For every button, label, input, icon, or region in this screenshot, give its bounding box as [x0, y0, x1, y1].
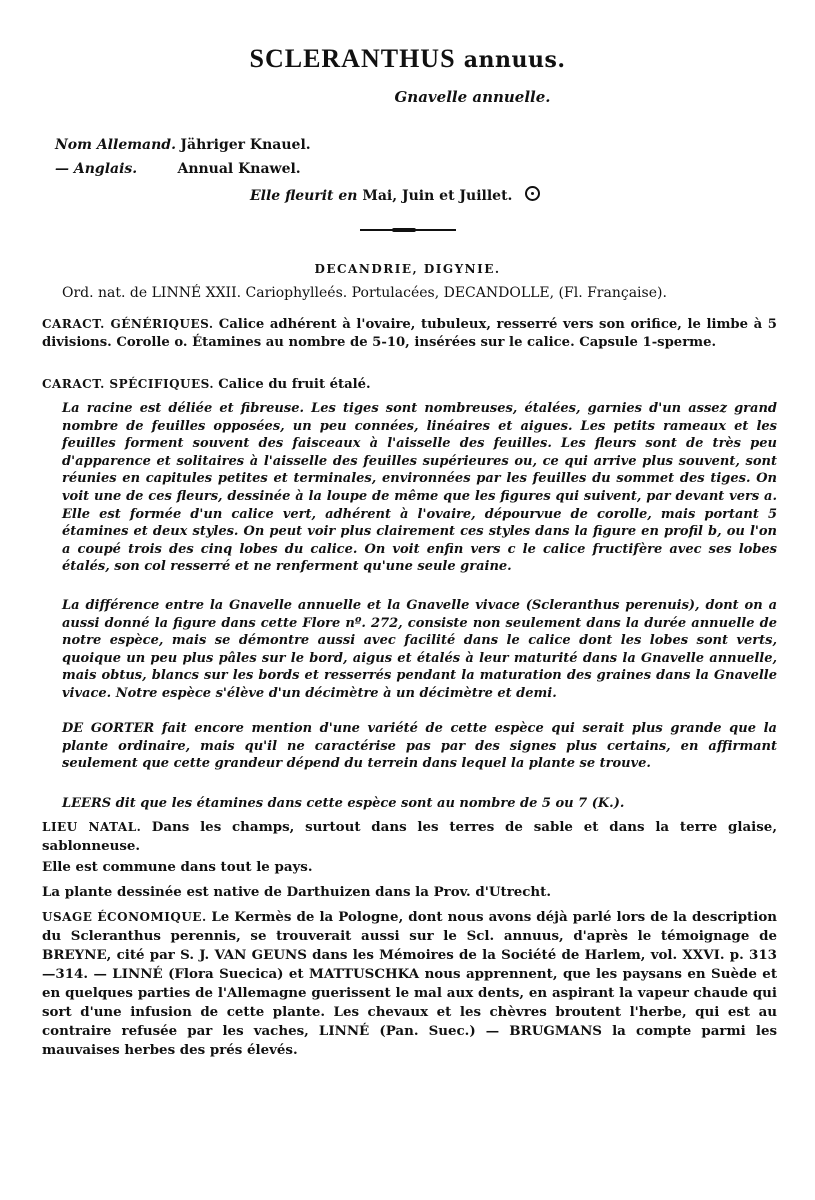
vernacular-names	[55, 133, 311, 181]
name-english	[55, 157, 311, 181]
specific-characters-label: CARACT. SPÉCIFIQUES.	[42, 377, 215, 391]
name-german-value: Jähriger Knauel.	[180, 137, 311, 153]
natural-order: Ord. nat. de LINNÉ XXII. Cariophylleés. Portulacées, DECANDOLLE, (Fl. Française).	[62, 285, 667, 301]
description-text-4: LEERS dit que les étamines dans cette espèce sont au nombre de 5 ou 7 (K.).	[62, 796, 625, 811]
title-genus: SCLERANTHUS	[249, 44, 456, 73]
economic-use	[42, 908, 777, 1060]
title-species: annuus.	[463, 47, 566, 73]
generic-characters-text: Calice adhérent à l'ovaire, tubuleux, resserré vers son orifice, le limbe à 5 divisions. Corolle o. Étamines au nombre de 5-10, insérées sur le calice. Capsule 1-sperme.	[42, 317, 777, 350]
flowering-months: Mai, Juin et Juillet.	[362, 188, 513, 204]
description-paragraph-3	[62, 720, 777, 773]
ornamental-rule-center	[392, 228, 416, 232]
name-english-value: Annual Knawel.	[177, 161, 301, 177]
page-title	[0, 44, 815, 74]
economic-use-text: Le Kermès de la Pologne, dont nous avons déjà parlé lors de la description du Scleranthus perennis, se trouverait aussi sur le Scl. annuus, d'après le témoignage de BREYNE, cité par S. J. VAN GEUNS dans les Mémoires de la Société de Harlem, vol. XXVI. p. 313—314. — LINNÉ (Flora Suecica) et MATTUSCHKA nous apprennent, que les paysans en Suède et en quelques parties de l'Allemagne guerissent le mal aux dents, en aspirant la vapeur chaude qui sort d'une infusion de cette plante. Les chevaux et les chèvres broutent l'herbe, qui est au contraire refusée par les vaches, LINNÉ (Pan. Suec.) — BRUGMANS la compte parmi les mauvaises herbes des prés élevés.	[42, 909, 777, 1058]
flowering-period	[250, 186, 540, 204]
economic-use-label: USAGE ÉCONOMIQUE.	[42, 910, 207, 924]
description-text-2: La différence entre la Gnavelle annuelle et la Gnavelle vivace (Scleranthus perenuis), dont on a aussi donné la figure dans cette Flore nº. 272, consiste non seulement dans la durée annuelle de notre espèce, mais se démontre aussi avec facilité dans le calice dont les lobes sont verts, quoique un peu plus pâles sur le bord, aigus et étalés à leur maturité dans la Gnavelle annuelle, mais obtus, blancs sur les bords et resserrés pendant la maturation des graines dans la Gnavelle vivace. Notre espèce s'élève d'un décimètre à un décimètre et demi.	[62, 598, 777, 701]
description-text-3: DE GORTER fait encore mention d'une variété de cette espèce qui serait plus grande que la plante ordinaire, mais qu'il ne caractérise pas par des signes plus certains, en affirmant seulement que cette grandeur dépend du terrein dans lequel la plante se trouve.	[62, 721, 777, 772]
generic-characters	[42, 316, 777, 351]
description-paragraph-2	[62, 597, 777, 703]
flowering-prefix: Elle fleurit en	[250, 188, 358, 204]
annual-symbol-icon	[525, 186, 540, 201]
description-text-1: La racine est déliée et fibreuse. Les tiges sont nombreuses, étalées, garnies d'un assez grand nombre de feuilles opposées, un peu connées, linéaires et aigues. Les petits rameaux et les feuilles forment souvent des faisceaux à l'aisselle des feuilles. Les fleurs sont de très peu d'apparence et solitaires à l'aisselle des feuilles supérieures ou, ce qui arrive plus souvent, sont réunies en capitules petites et terminales, environnées par les feuilles du sommet des tiges. On voit une de ces fleurs, dessinée à la loupe de même que les figures qui suivent, par devant vers a. Elle est formée d'un calice vert, adhérent à l'ovaire, dépourvue de corolle, mais portant 5 étamines et deux styles. On peut voir plus clairement ces styles dans la figure en profil b, ou l'on a coupé trois des cinq lobes du calice. On voit enfin vers c le calice fructifère avec ses lobes étalés, son col resserré et ne renferment qu'une seule graine.	[62, 401, 777, 575]
name-english-label: — Anglais.	[55, 161, 138, 177]
native-location	[42, 818, 777, 856]
name-german	[55, 133, 311, 157]
page-subtitle: Gnavelle annuelle.	[394, 88, 551, 106]
native-location-text: Dans les champs, surtout dans les terres de sable et dans la terre glaise, sablonneuse.	[42, 819, 777, 854]
commonness: Elle est commune dans tout le pays.	[42, 859, 313, 875]
classification-heading: DECANDRIE, DIGYNIE.	[314, 262, 501, 276]
description-paragraph-4	[62, 795, 777, 813]
generic-characters-label: CARACT. GÉNÉRIQUES.	[42, 317, 214, 331]
drawn-plant-origin: La plante dessinée est native de Darthuizen dans la Prov. d'Utrecht.	[42, 884, 552, 900]
native-location-label: LIEU NATAL.	[42, 820, 142, 834]
specific-characters	[42, 376, 777, 394]
description-paragraph-1	[62, 400, 777, 576]
specific-characters-text: Calice du fruit étalé.	[218, 377, 371, 392]
name-german-label: Nom Allemand.	[55, 137, 176, 153]
